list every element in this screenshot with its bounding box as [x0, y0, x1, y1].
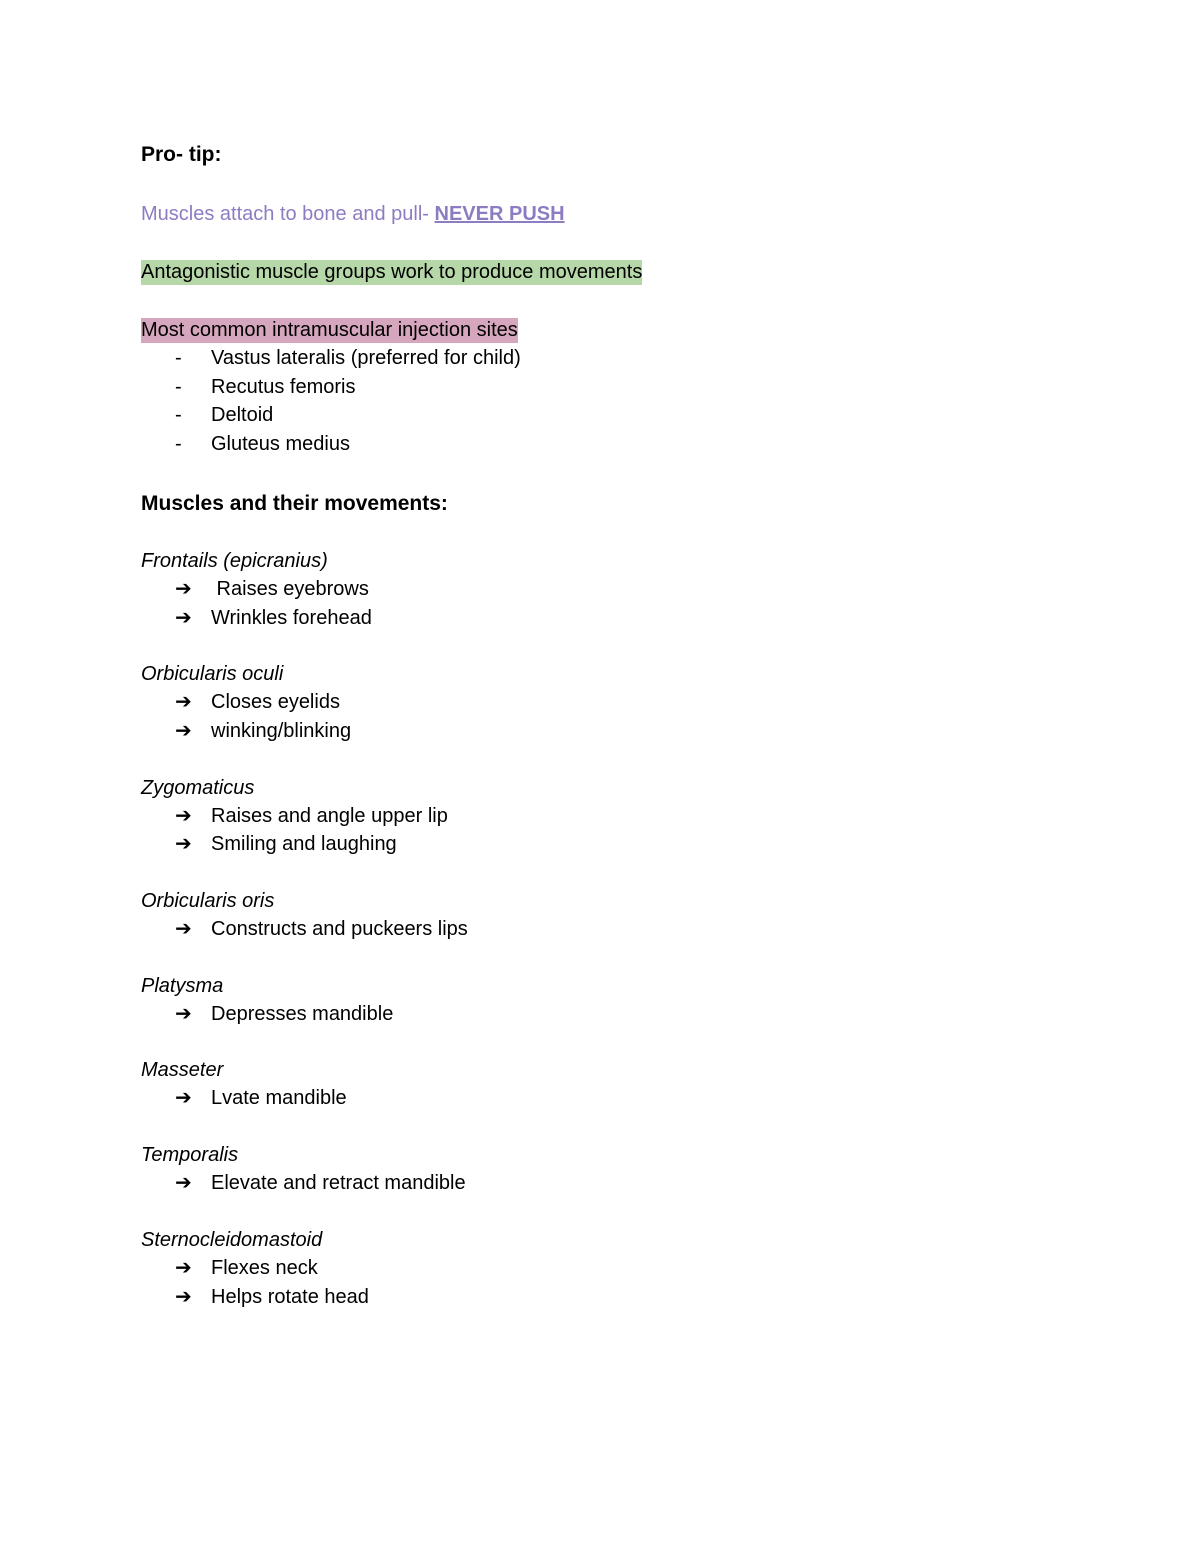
pro-tip-statement: Muscles attach to bone and pull- [141, 203, 435, 225]
pro-tip-heading: Pro- tip: [141, 143, 222, 166]
document-page [141, 140, 1061, 1311]
action-list [141, 802, 1061, 859]
muscle-action: Raises and angle upper lip [211, 804, 448, 827]
dash-marker: - [175, 375, 182, 398]
arrow-icon: ➔ [175, 918, 192, 941]
pro-tip-emphasis: NEVER PUSH [434, 203, 565, 225]
muscle-action: Closes eyelids [211, 691, 340, 714]
list-item [141, 373, 1061, 402]
pro-tip-text [141, 200, 1061, 228]
list-item [141, 830, 1061, 859]
muscle-name: Zygomaticus [141, 776, 255, 799]
muscle-action: Flexes neck [211, 1256, 318, 1279]
arrow-icon: ➔ [175, 719, 192, 742]
list-item [141, 915, 1061, 944]
action-list [141, 688, 1061, 745]
arrow-icon: ➔ [175, 606, 192, 629]
action-list [141, 1169, 1061, 1198]
muscle-name: Temporalis [141, 1144, 239, 1167]
dash-marker: - [175, 433, 182, 456]
arrow-icon: ➔ [175, 1285, 192, 1308]
injection-site: Deltoid [211, 404, 274, 427]
muscle-action: Depresses mandible [211, 1002, 394, 1025]
muscle-group-sternocleidomastoid [141, 1226, 1061, 1311]
movements-heading: Muscles and their movements: [141, 491, 448, 515]
action-list [141, 575, 1061, 632]
injection-sites-heading: Most common intramuscular injection sites [141, 319, 518, 341]
list-item [141, 802, 1061, 831]
muscle-name: Sternocleidomastoid [141, 1228, 323, 1251]
arrow-icon: ➔ [175, 577, 192, 600]
arrow-icon: ➔ [175, 1087, 192, 1110]
muscle-group-masseter [141, 1056, 1061, 1113]
muscle-name: Orbicularis oris [141, 890, 275, 913]
action-list [141, 1254, 1061, 1311]
list-item [141, 717, 1061, 746]
arrow-icon: ➔ [175, 691, 192, 714]
injection-site: Recutus femoris [211, 375, 356, 398]
muscle-action: winking/blinking [211, 719, 352, 742]
list-item [141, 430, 1061, 459]
arrow-icon: ➔ [175, 804, 192, 827]
arrow-icon: ➔ [175, 833, 192, 856]
list-item [141, 1254, 1061, 1283]
muscle-name: Frontails (epicranius) [141, 549, 328, 572]
muscle-action: Lvate mandible [211, 1087, 347, 1110]
muscle-group-orbicularis-oris [141, 887, 1061, 944]
muscle-group-orbicularis-oculi [141, 660, 1061, 745]
action-list [141, 1084, 1061, 1113]
action-list [141, 915, 1061, 944]
antagonistic-highlight: Antagonistic muscle groups work to produce movements [141, 261, 643, 283]
list-item [141, 1084, 1061, 1113]
muscle-action: Smiling and laughing [211, 833, 397, 856]
muscle-action: Wrinkles forehead [211, 606, 372, 629]
injection-site: Gluteus medius [211, 433, 350, 456]
muscle-group-platysma [141, 972, 1061, 1029]
list-item [141, 604, 1061, 633]
muscle-name: Platysma [141, 974, 224, 997]
action-list [141, 1000, 1061, 1029]
muscle-group-frontalis [141, 547, 1061, 632]
list-item [141, 575, 1061, 604]
muscle-action: Constructs and puckeers lips [211, 918, 468, 941]
list-item [141, 344, 1061, 373]
muscle-action: Helps rotate head [211, 1285, 369, 1308]
antagonistic-line [141, 258, 1061, 286]
injection-sites-list [141, 344, 1061, 459]
muscle-name: Orbicularis oculi [141, 663, 284, 686]
muscle-name: Masseter [141, 1059, 224, 1082]
list-item [141, 688, 1061, 717]
arrow-icon: ➔ [175, 1256, 192, 1279]
list-item [141, 1169, 1061, 1198]
injection-site: Vastus lateralis (preferred for child) [211, 347, 521, 369]
injection-heading-line [141, 316, 1061, 344]
muscle-action: Raises eyebrows [211, 577, 369, 600]
list-item [141, 1283, 1061, 1312]
arrow-icon: ➔ [175, 1002, 192, 1025]
muscle-action: Elevate and retract mandible [211, 1172, 466, 1195]
list-item [141, 401, 1061, 430]
muscle-group-temporalis [141, 1141, 1061, 1198]
arrow-icon: ➔ [175, 1172, 192, 1195]
muscle-group-zygomaticus [141, 774, 1061, 859]
list-item [141, 1000, 1061, 1029]
dash-marker: - [175, 404, 182, 427]
dash-marker: - [175, 347, 182, 369]
